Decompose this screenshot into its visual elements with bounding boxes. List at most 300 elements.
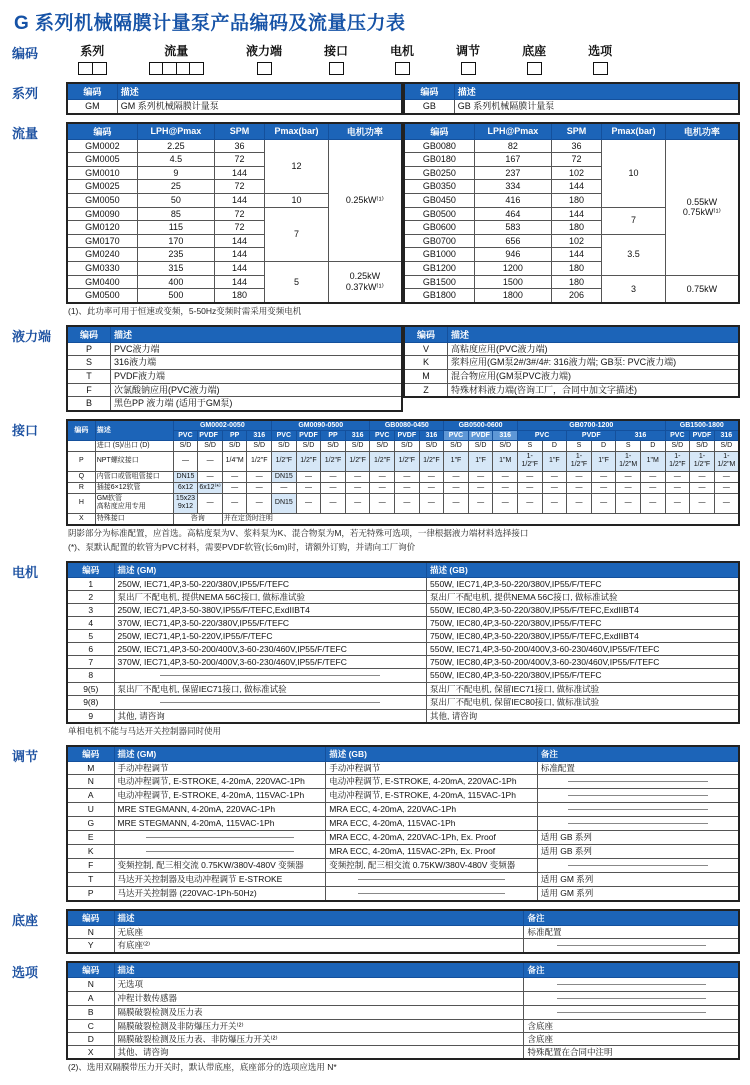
column-header: 电机功率 — [328, 123, 402, 140]
cell: 1 — [67, 577, 114, 590]
flow-section — [12, 122, 740, 318]
table-row — [404, 342, 739, 356]
cell: 180 — [551, 262, 601, 276]
cell: DN15 — [173, 471, 198, 482]
table-row — [67, 1045, 739, 1059]
motor-body — [66, 561, 740, 738]
section-label-series: 系列 — [12, 86, 39, 101]
cell: 656 — [474, 234, 551, 248]
table-row — [67, 100, 402, 114]
code-box — [461, 62, 476, 75]
cell: 0.55kW 0.75kW⁽¹⁾ — [665, 139, 739, 275]
table-row — [67, 603, 739, 616]
cell: 电动冲程调节, E-STROKE, 4-20mA, 115VAC-1Ph — [326, 788, 538, 802]
column-header: PVC — [444, 430, 469, 440]
cell: — — [640, 494, 665, 514]
coding-group-label: 调节 — [456, 44, 481, 58]
cell: — — [296, 482, 321, 493]
cell: GM0010 — [67, 166, 137, 180]
column-header: 编码 — [67, 910, 114, 926]
cell — [537, 788, 739, 802]
cell: 高粘度应用(PVC液力端) — [448, 342, 739, 356]
cell: R — [67, 482, 95, 493]
cell: 混合物应用(GM泵PVC液力端) — [448, 370, 739, 384]
interface-table-wrap — [66, 419, 740, 526]
cell: — — [395, 471, 420, 482]
cell: S/D — [419, 440, 444, 451]
cell: 10 — [602, 139, 666, 207]
cell: 1"F — [468, 452, 493, 472]
column-header: 描述 — [114, 910, 524, 926]
table-row — [67, 494, 739, 514]
section-label-interface: 接口 — [12, 422, 39, 438]
cell: — — [395, 482, 420, 493]
cell: P — [67, 452, 95, 472]
table-row — [67, 977, 739, 991]
cell: — — [690, 471, 715, 482]
cell: 9(8) — [67, 695, 114, 709]
cell: — — [296, 494, 321, 514]
header-row — [67, 746, 739, 762]
header-row — [67, 910, 739, 926]
cell: GB0500 — [404, 207, 474, 221]
cell — [326, 886, 538, 901]
interface-footnote-1: 阴影部分为标准配置，应首选。高粘度泵为V、浆料泵为K、混合物泵为M，若无特殊可选项，一律根据液力端材料选择接口 — [68, 527, 529, 538]
cell: 2.25 — [137, 139, 214, 153]
cell: 82 — [474, 139, 551, 153]
cell: 9 — [67, 709, 114, 723]
coding-group-label: 选项 — [588, 44, 613, 58]
cell: 黑色PP 液力端 (适用于GM泵) — [111, 397, 402, 411]
table-row — [67, 925, 739, 938]
cell: GM0090 — [67, 207, 137, 221]
cell: PVC液力端 — [111, 342, 402, 356]
cell: S/D — [173, 440, 198, 451]
column-header: 描述 (GB) — [326, 746, 538, 762]
cell: 550W, IEC80,4P,3-50-220/380V,IP55/F/TEFC — [427, 668, 740, 682]
cell: 7 — [67, 655, 114, 668]
table-row — [67, 774, 739, 788]
code-boxes — [78, 62, 107, 75]
cell: 1-1/2"F — [690, 452, 715, 472]
table-row — [67, 682, 739, 695]
cell: — — [567, 494, 592, 514]
motor-footnote: 单相电机不能与马达开关控制器同时使用 — [68, 725, 222, 736]
cell: S — [517, 440, 542, 451]
cell: 隔膜破裂检测及压力表、非防爆压力开关⁽²⁾ — [114, 1032, 524, 1045]
column-header: GB0700-1200 — [517, 420, 665, 431]
code-boxes — [593, 62, 608, 75]
cell: S/D — [468, 440, 493, 451]
table-row — [404, 383, 739, 397]
cell: 400 — [137, 275, 214, 289]
cell: S/D — [247, 440, 272, 451]
cell: T — [67, 872, 114, 886]
cell: 泵出厂不配电机, 保留IEC71接口, 做标准试验 — [114, 682, 426, 695]
cell: T — [67, 370, 111, 384]
header-row — [67, 962, 739, 978]
coding-group-label: 底座 — [522, 44, 547, 58]
column-header: 电机功率 — [665, 123, 739, 140]
table-row — [67, 1019, 739, 1032]
column-header: 描述 — [114, 962, 524, 978]
cell: — — [419, 494, 444, 514]
column-header: GB1500-1800 — [665, 420, 739, 431]
series-tables — [66, 82, 740, 115]
cell: U — [67, 802, 114, 816]
cell: 泵出厂不配电机, 提供NEMA 56C接口, 做标准试验 — [114, 590, 426, 603]
column-header: PVDF — [395, 430, 420, 440]
header-row — [404, 123, 739, 140]
cell: 1/2"F — [296, 452, 321, 472]
column-header: 描述 — [448, 326, 739, 343]
cell: GM0050 — [67, 194, 137, 208]
cell: 180 — [551, 221, 601, 235]
column-header: 编码 — [404, 326, 448, 343]
cell: GB1800 — [404, 289, 474, 303]
cell: — — [690, 494, 715, 514]
gb-series-table — [403, 82, 740, 115]
cell: — — [222, 494, 247, 514]
cell: — — [567, 471, 592, 482]
cell: 144 — [551, 207, 601, 221]
cell: S/D — [370, 440, 395, 451]
cell: — — [468, 494, 493, 514]
code-box — [593, 62, 608, 75]
cell: — — [444, 482, 469, 493]
cell — [326, 872, 538, 886]
cell: S/D — [493, 440, 518, 451]
cell: 3 — [67, 603, 114, 616]
cell: — — [247, 494, 272, 514]
coding-group-接口 — [324, 42, 348, 75]
table-row — [67, 830, 739, 844]
cell: 特殊配置在合同中注明 — [524, 1045, 739, 1059]
cell: S/D — [272, 440, 297, 451]
cell: 8 — [67, 668, 114, 682]
column-header: 描述 (GM) — [114, 562, 426, 578]
table-row — [404, 100, 739, 114]
column-header: 编码 — [67, 562, 114, 578]
dash-placeholder — [358, 893, 505, 894]
cell: 1/2"F — [370, 452, 395, 472]
header-row — [67, 123, 402, 140]
cell: — — [296, 471, 321, 482]
cell: 1-1/2"F — [567, 452, 592, 472]
cell: — — [517, 482, 542, 493]
column-header: 编码 — [67, 420, 95, 441]
cell: 0.25kW⁽¹⁾ — [328, 139, 402, 261]
cell: 特殊接口 — [95, 513, 173, 525]
table-row — [67, 383, 402, 397]
code-boxes — [149, 62, 205, 75]
table-row — [67, 1032, 739, 1045]
code-box — [92, 62, 107, 75]
column-header: 编码 — [67, 123, 137, 140]
cell: 750W, IEC80,4P,3-50-200/400V,3-60-230/460V,IP55/F/TEFC — [427, 655, 740, 668]
column-header: SPM — [551, 123, 601, 140]
cell: 25 — [137, 180, 214, 194]
cell: 马达开关控制器 (220VAC-1Ph-50Hz) — [114, 886, 326, 901]
motor-table — [66, 561, 740, 724]
cell: GB0450 — [404, 194, 474, 208]
table-row — [67, 577, 739, 590]
column-header: PVDF — [468, 430, 493, 440]
cell: 1/2"F — [395, 452, 420, 472]
cell: 550W, IEC71,4P,3-50-220/380V,IP55/F/TEFC — [427, 577, 740, 590]
coding-group-label: 系列 — [80, 44, 105, 58]
cell — [537, 802, 739, 816]
column-header: 316 — [247, 430, 272, 440]
cell: 插接6×12软管 — [95, 482, 173, 493]
cell: S/D — [345, 440, 370, 451]
cell: 手动冲程调节 — [326, 761, 538, 774]
cell: Y — [67, 938, 114, 953]
cell — [524, 938, 739, 953]
table-row — [67, 262, 402, 276]
cell: 250W, IEC71,4P,3-50-220/380V,IP55/F/TEFC — [114, 577, 426, 590]
table-row — [404, 356, 739, 370]
cell: 370W, IEC71,4P,3-50-200/400V,3-60-230/460V,IP55/F/TEFC — [114, 655, 426, 668]
cell: S — [567, 440, 592, 451]
cell: 其他, 请咨询 — [427, 709, 740, 723]
cell: 含底座 — [524, 1019, 739, 1032]
dash-placeholder — [568, 781, 708, 782]
table-row — [67, 872, 739, 886]
cell: 72 — [214, 180, 264, 194]
column-header: PVC — [665, 430, 690, 440]
cell: GB1000 — [404, 248, 474, 262]
code-boxes — [461, 62, 476, 75]
cell: GM0500 — [67, 289, 137, 303]
column-header: 描述 (GB) — [427, 562, 740, 578]
code-boxes — [527, 62, 542, 75]
cell: — — [714, 482, 739, 493]
cell: 手动冲程调节 — [114, 761, 326, 774]
cell: MRE STEGMANN, 4-20mA, 220VAC-1Ph — [114, 802, 326, 816]
column-header: PP — [222, 430, 247, 440]
column-header: 编码 — [67, 83, 117, 100]
table-row — [67, 668, 739, 682]
column-header: 316 — [616, 430, 665, 440]
cell: 315 — [137, 262, 214, 276]
cell: GB 系列机械隔膜计量泵 — [454, 100, 739, 114]
cell: 1"F — [542, 452, 567, 472]
cell: GB — [404, 100, 454, 114]
cell: 6x12 — [173, 482, 198, 493]
column-header: PP — [321, 430, 346, 440]
column-header: 编码 — [67, 326, 111, 343]
column-header: PVC — [272, 430, 297, 440]
cell: C — [67, 1019, 114, 1032]
table-row — [67, 858, 739, 872]
cell: X — [67, 1045, 114, 1059]
column-header: GM0090-0500 — [272, 420, 370, 431]
adjust-table-wrap — [66, 745, 740, 902]
cell: S/D — [690, 440, 715, 451]
cell: 1-1/2"M — [616, 452, 641, 472]
table-row — [67, 139, 402, 153]
cell: 1-1/2"M — [714, 452, 739, 472]
cell: — — [321, 494, 346, 514]
cell: — — [616, 494, 641, 514]
base-table — [66, 909, 740, 954]
cell: Z — [404, 383, 448, 397]
column-header: 描述 — [454, 83, 739, 100]
cell: 进口 (S)/出口 (D) — [95, 440, 173, 451]
column-header: Pmax(bar) — [602, 123, 666, 140]
gm-series-table — [66, 82, 403, 115]
table-row — [67, 991, 739, 1005]
cell: D — [591, 440, 616, 451]
table-row — [67, 695, 739, 709]
table-row — [67, 709, 739, 723]
section-label-flow: 流量 — [12, 125, 39, 141]
header-row — [67, 420, 739, 431]
cell: D — [640, 440, 665, 451]
cell: — — [591, 494, 616, 514]
interface-section — [12, 419, 740, 554]
column-header: GB0500-0600 — [444, 420, 518, 431]
cell: — — [542, 494, 567, 514]
code-boxes — [257, 62, 272, 75]
column-header: SPM — [214, 123, 264, 140]
options-footnote: (2)、选用双隔膜带压力开关时，默认带底座，底座部分的选项应选用 N* — [68, 1061, 337, 1072]
cell: — — [198, 494, 223, 514]
section-label-options: 选项 — [12, 964, 39, 980]
cell: X — [67, 513, 95, 525]
cell: — — [370, 471, 395, 482]
cell: 1/2"F — [321, 452, 346, 472]
cell: MRA ECC, 4-20mA, 220VAC-1Ph — [326, 802, 538, 816]
coding-group-选项 — [588, 42, 612, 75]
cell: S/D — [321, 440, 346, 451]
cell: 180 — [551, 194, 601, 208]
cell: 电动冲程调节, E-STROKE, 4-20mA, 220VAC-1Ph — [114, 774, 326, 788]
cell: 550W, IEC80,4P,3-50-220/380V,IP55/F/TEFC,ExdIIBT4 — [427, 603, 740, 616]
cell: 50 — [137, 194, 214, 208]
section-label-adjust: 调节 — [12, 748, 39, 764]
table-row — [67, 440, 739, 451]
cell: N — [67, 774, 114, 788]
hydraulic-end-table-left — [66, 325, 403, 412]
cell: GB0080 — [404, 139, 474, 153]
dash-placeholder — [146, 851, 293, 852]
cell — [114, 695, 426, 709]
cell: — — [517, 494, 542, 514]
cell: — — [222, 471, 247, 482]
table-row — [67, 844, 739, 858]
code-boxes — [395, 62, 410, 75]
cell: 含底座 — [524, 1032, 739, 1045]
cell: A — [67, 788, 114, 802]
cell: 144 — [551, 248, 601, 262]
cell: 浆料应用(GM泵2#/3#/4#: 316液力端; GB泵: PVC液力端) — [448, 356, 739, 370]
cell: 变频控制, 配三相交流 0.75KW/380V-480V 变频器 — [326, 858, 538, 872]
adjust-section — [12, 745, 740, 902]
interface-table — [66, 419, 740, 526]
cell: 9 — [137, 166, 214, 180]
table-row — [67, 761, 739, 774]
series-section — [12, 82, 740, 115]
cell: 6 — [67, 642, 114, 655]
cell: 180 — [551, 275, 601, 289]
cell: 250W, IEC71,4P,3-50-200/400V,3-60-230/460V,IP55/F/TEFC — [114, 642, 426, 655]
column-header: 备注 — [537, 746, 739, 762]
cell: 5 — [265, 262, 329, 303]
code-box — [395, 62, 410, 75]
coding-group-流量 — [149, 42, 205, 75]
hydraulic-end-table-right — [403, 325, 740, 398]
cell: 1/2"F — [247, 452, 272, 472]
cell: 特殊材料液力端(咨询工厂，合同中加文字描述) — [448, 383, 739, 397]
dash-placeholder — [568, 865, 708, 866]
dash-placeholder — [568, 823, 708, 824]
cell: 500 — [137, 289, 214, 303]
table-row — [404, 370, 739, 384]
section-label-hydraulic: 液力端 — [12, 328, 52, 344]
column-header: 316 — [345, 430, 370, 440]
cell: 适用 GM 系列 — [537, 872, 739, 886]
cell: 0.25kW 0.37kW⁽¹⁾ — [328, 262, 402, 303]
cell: 1800 — [474, 289, 551, 303]
table-row — [67, 886, 739, 901]
options-table-wrap — [66, 961, 740, 1060]
cell: 180 — [214, 289, 264, 303]
cell: 电动冲程调节, E-STROKE, 4-20mA, 115VAC-1Ph — [114, 788, 326, 802]
cell: — — [444, 494, 469, 514]
flow-tables — [66, 122, 740, 304]
column-header: PVDF — [296, 430, 321, 440]
coding-group-底座 — [522, 42, 546, 75]
cell: — — [345, 494, 370, 514]
code-box — [329, 62, 344, 75]
cell: 电动冲程调节, E-STROKE, 4-20mA, 220VAC-1Ph — [326, 774, 538, 788]
cell: N — [67, 977, 114, 991]
coding-group-调节 — [456, 42, 480, 75]
cell: 10 — [265, 194, 329, 208]
cell: — — [517, 471, 542, 482]
cell: 946 — [474, 248, 551, 262]
cell: S — [616, 440, 641, 451]
cell: 1/2"F — [345, 452, 370, 472]
cell: 其他, 请咨询 — [114, 709, 426, 723]
table-row — [67, 513, 739, 525]
column-header: 描述 (GM) — [114, 746, 326, 762]
header-row — [67, 83, 402, 100]
cell — [537, 816, 739, 830]
cell: 并在定货时注明 — [222, 513, 739, 525]
cell: MRA ECC, 4-20mA, 220VAC-1Ph, Ex. Proof — [326, 830, 538, 844]
cell: — — [493, 494, 518, 514]
interface-body — [66, 419, 740, 554]
table-row — [67, 471, 739, 482]
cell: 144 — [214, 262, 264, 276]
interface-footnote-2: (*)、泵默认配置的软管为PVC材料，需要PVDF软管(长6m)时，请额外订购，并请向工厂询价 — [68, 541, 416, 552]
table-row — [67, 802, 739, 816]
cell: H — [67, 494, 95, 514]
cell: 咨询 — [173, 513, 222, 525]
cell: B — [67, 1005, 114, 1019]
cell: — — [247, 482, 272, 493]
column-header: 备注 — [524, 910, 739, 926]
cell: 1500 — [474, 275, 551, 289]
cell: 5 — [67, 629, 114, 642]
table-row — [67, 616, 739, 629]
coding-groups — [66, 42, 740, 75]
cell: 144 — [214, 234, 264, 248]
cell: 1/2"F — [419, 452, 444, 472]
